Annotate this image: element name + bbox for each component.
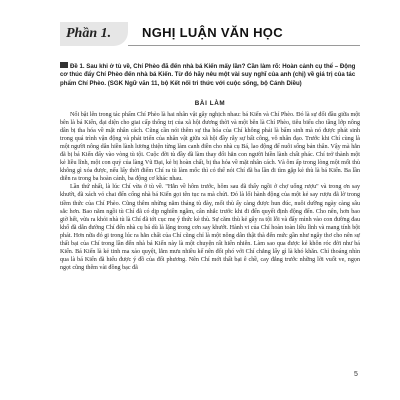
- question-block: [60, 62, 360, 88]
- answer-body: [60, 111, 360, 272]
- question-source: (SGK Ngữ văn 11, bộ Kết nối tri thức với cuộc sống, bộ Cánh Diều): [107, 79, 302, 87]
- page-number: 5: [354, 371, 358, 378]
- question-marker-icon: [60, 62, 68, 68]
- section-title: NGHỊ LUẬN VĂN HỌC: [142, 25, 283, 40]
- question-number: Đề 1.: [70, 63, 85, 70]
- answer-paragraph: Nổi bật lên trong tác phẩm Chí Phèo là hai nhân vật gây nghịch nhau: bá Kiến và Chí Phèo. Đó là sự đối đầu giữa một bên là bá Kiến, đại diện cho giai cấp thống trị của xã hội đương thời và một bên là Chí Phèo, tiêu biểu cho tầng lớp nông dân bị tha hóa về mặt nhân cách. Cũng cần nói thêm sự tha hóa của Chí không phải là bẩm sinh mà nó được phát sinh trong quá trình vận động và phát triển của nhân vật giữa xã hội đầy rẫy sự bất công, vô nhân đạo. Trước khi Chí cùng là một người nông dân hiền lành lương thiện từng làm canh điền cho nhà cụ Bá, lao động để nuôi sống bản thân. Vậy mà hắn đã bị bá Kiến đẩy vào vòng tù tội. Cuộc đời tù đầy đã làm thay đổi hẳn con người hiền lành chất phác. Chí trở thành một kẻ liều lĩnh, một con quỷ của làng Vũ Đại, kẻ bị hoàn chất, bị tha hóa về mặt nhân cách. Và ôm ấp trong lòng một mối thù không gì xóa được, nếu lấy thời điểm Chí ra tù làm mốc thì có thể nói Chí đã ba lần đi tìm gặp kẻ thù là bá Kiến. Ba lần diễn ra trong ba hoàn cảnh, ba động cơ khác nhau.: [60, 112, 360, 183]
- question-text: Sau khi ở tù về, Chí Phèo đã đến nhà bá Kiến mấy lần? Cần làm rõ: Hoàn cảnh cụ thể – Động cơ thúc đẩy Chí Phèo đến nhà bá Kiến. Từ đó hãy nêu một vài suy nghĩ của anh (chị) về giá trị của tác phẩm Chí Phèo.: [60, 63, 356, 87]
- header-divider: [128, 45, 360, 46]
- answer-paragraph: Lần thứ nhất, là lúc Chí vừa ở tù về. "Hắn về hôm trước, hôm sau đã thấy ngồi ở chợ uống rượu" và trong ơn say khướt, đã xách vỏ chai đến cổng nhà bá Kiến gọi tên tục ra mà chửi. Đó là lối hành động của một kẻ say rượu đã lờ trong tiềm thức của Chí Phèo. Cũng thêm những năm tháng tù đày, mối thù ấy càng được hun đúc, nuôi dưỡng ngày càng sâu sắc hơn. Bao năm ngồi tù Chí đã có dịp nghiền ngẫm, cân nhắc trước khi đi đến quyết định động đến. Cho nên, hơn bao giờ hết, vừa ra khỏi nhà tù là Chí đã tới cục mẹ ý thức kẻ thù. Sự căm thù kẻ gây ra tội lỗi và đẩy mình vào con đường đau khổ đã dẫn đường Chí đến nhà cụ bá dù là lặng trong cơn say khướt. Hành vi của Chí hoàn toàn liều lĩnh và mang tính bột phát. Hơn nữa đó gi trong lúc ra hằn chất của Chí cũng chỉ là một nông dân thật thà đến mức gần như ngây thơ cho nên sự thất bại của Chí trong lần đến nhà bá Kiến này là một chuyện rất hiển nhiên. Làm sao qua được kẻ khôn róc đời như bá Kiến. Bá Kiến là kẻ tinh ma xảo quyệt, lắm mưu nhiều kế nên đối phó với Chí chẳng lấy gì là khó khăn. Chỉ thoáng nhìn qua là bá Kiến đã hiểu được ý đồ của đối phương. Nên Chí mới thất bại ê chề, cay đắng trước những lời vuốt ve, ngọn ngọt cũng thêm vài đồng bạc đã: [60, 184, 360, 271]
- answer-heading: BÀI LÀM: [194, 100, 226, 107]
- section-header: [60, 22, 360, 50]
- part-label: Phần 1.: [60, 22, 128, 46]
